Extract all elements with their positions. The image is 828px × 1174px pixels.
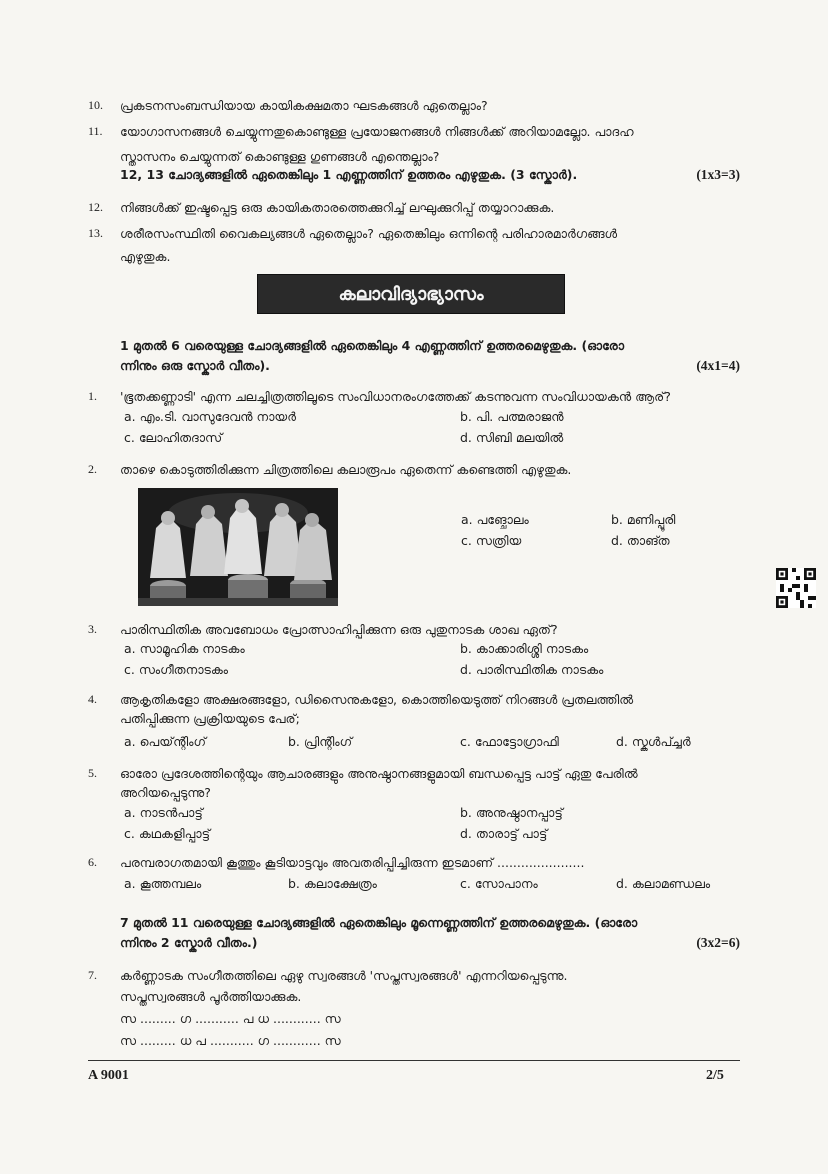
dance-photo [138, 488, 338, 606]
option-a: a. പങ്ചോലം [461, 512, 529, 527]
footer-divider [88, 1060, 740, 1061]
question-number: 11. [88, 124, 103, 138]
option-a: a. എം.ടി. വാസുദേവൻ നായർ [124, 409, 296, 424]
question-number: 10. [88, 98, 103, 112]
section-banner: കലാവിദ്യാഭ്യാസം [257, 274, 565, 314]
marks-label: (3x2=6) [696, 935, 740, 950]
option-a: a. പെയ്ന്റിംഗ് [124, 734, 206, 749]
instruction-line-1: 7 മുതൽ 11 വരെയുള്ള ചോദ്യങ്ങളിൽ ഏതെങ്കിലും മൂന്നെണ്ണത്തിന് ഉത്തരമെഴുതുക. (ഓരോ [120, 915, 638, 930]
question-text-line-2: സ്താസനം ചെയ്യുന്നത് കൊണ്ടുള്ള ഗുണങ്ങൾ എന്തെല്ലാം? [120, 149, 440, 164]
option-c: c. കഥകളിപ്പാട്ട് [124, 826, 211, 841]
question-number: 6. [88, 855, 97, 869]
question-text-line-1: ശരീരസംസ്ഥിതി വൈകല്യങ്ങൾ ഏതെല്ലാം? ഏതെങ്കിലും ഒന്നിന്റെ പരിഹാരമാർഗങ്ങൾ [120, 226, 618, 241]
option-b: b. പ്രിന്റിംഗ് [288, 734, 353, 749]
instruction-q1-6 [120, 336, 740, 376]
performers-image [138, 488, 338, 606]
instruction-q7-11 [120, 913, 740, 953]
option-a: a. സാമൂഹിക നാടകം [124, 641, 245, 656]
question-number: 5. [88, 766, 97, 780]
option-a: a. കൂത്തമ്പലം [124, 876, 202, 891]
question-1 [88, 387, 748, 406]
qr-code-icon [776, 568, 816, 608]
question-text-line-1: ഓരോ പ്രദേശത്തിന്റെയും ആചാരങ്ങളും അനുഷ്ഠാനങ്ങളുമായി ബന്ധപ്പെട്ട പാട്ട് ഏതു പേരിൽ [120, 766, 638, 781]
question-text: പ്രകടനസംബന്ധിയായ കായികക്ഷമതാ ഘടകങ്ങൾ ഏതെല്ലാം? [120, 98, 488, 113]
question-text-line-2: അറിയപ്പെടുന്നു? [120, 785, 211, 800]
option-b: b. മണിപ്പൂരി [611, 512, 676, 527]
question-number: 2. [88, 462, 97, 476]
question-5 [88, 764, 748, 802]
question-3 [88, 620, 748, 639]
option-c: c. സോപാനം [460, 876, 538, 891]
instruction-q12-13 [120, 165, 740, 185]
paper-code: A 9001 [88, 1068, 129, 1083]
question-2 [88, 460, 748, 479]
question-6 [88, 853, 748, 872]
instruction-line-1: 1 മുതൽ 6 വരെയുള്ള ചോദ്യങ്ങളിൽ ഏതെങ്കിലും 4 എണ്ണത്തിന് ഉത്തരമെഴുതുക. (ഓരോ [120, 338, 625, 353]
option-d: d. താങ്ത [611, 533, 670, 548]
option-b: b. കലാക്ഷേത്രം [288, 876, 377, 891]
question-number: 3. [88, 622, 97, 636]
swara-row-2: സ ......... ധ പ ........... ഗ ............ സ [120, 1033, 341, 1048]
option-b: b. കാക്കാരിശ്ശി നാടകം [460, 641, 589, 656]
option-d: d. കലാമണ്ഡലം [616, 876, 711, 891]
question-text-line-2: സപ്തസ്വരങ്ങൾ പൂർത്തിയാക്കുക. [120, 989, 302, 1004]
marks-label: (4x1=4) [696, 358, 740, 373]
question-text-line-2: എഴുതുക. [120, 249, 171, 264]
option-b: b. പി. പത്മരാജൻ [460, 409, 564, 424]
question-number: 13. [88, 226, 103, 240]
question-12 [88, 198, 748, 217]
question-text: നിങ്ങൾക്ക് ഇഷ്ടപ്പെട്ട ഒരു കായികതാരത്തെക്കുറിച്ച് ലഘുക്കുറിപ്പ് തയ്യാറാക്കുക. [120, 200, 555, 215]
question-text-line-1: കർണ്ണാടക സംഗീതത്തിലെ ഏഴു സ്വരങ്ങൾ 'സപ്തസ്വരങ്ങൾ' എന്നറിയപ്പെടുന്നു. [120, 968, 568, 983]
instruction-line-2: ന്നിനും ഒരു സ്കോർ വീതം). [120, 358, 270, 373]
question-text: താഴെ കൊടുത്തിരിക്കുന്ന ചിത്രത്തിലെ കലാരൂപം ഏതെന്ന് കണ്ടെത്തി എഴുതുക. [120, 462, 572, 477]
instruction-line-2: ന്നിനും 2 സ്കോർ വീതം.) [120, 935, 258, 950]
marks-label: (1x3=3) [696, 167, 740, 182]
option-c: c. ലോഹിതദാസ് [124, 430, 223, 445]
option-d: d. താരാട്ട് പാട്ട് [460, 826, 548, 841]
option-c: c. ഫോട്ടോഗ്രാഫി [460, 734, 559, 749]
question-7 [88, 966, 748, 1050]
question-text: പാരിസ്ഥിതിക അവബോധം പ്രോത്സാഹിപ്പിക്കുന്ന ഒരു പുതുനാടക ശാഖ ഏത്? [120, 622, 558, 637]
question-10 [88, 96, 748, 115]
instruction-text: 12, 13 ചോദ്യങ്ങളിൽ ഏതെങ്കിലും 1 എണ്ണത്തിന് ഉത്തരം എഴുതുക. (3 സ്കോർ). [120, 167, 578, 182]
option-a: a. നാടൻപാട്ട് [124, 805, 203, 820]
option-d: d. പാരിസ്ഥിതിക നാടകം [460, 662, 604, 677]
question-number: 12. [88, 200, 103, 214]
question-13 [88, 224, 748, 266]
question-text-line-2: പതിപ്പിക്കുന്ന പ്രക്രിയയുടെ പേര്; [120, 711, 300, 726]
question-11 [88, 122, 748, 166]
question-number: 7. [88, 968, 97, 982]
swara-row-1: സ ......... ഗ ........... പ ധ ............ സ [120, 1011, 341, 1026]
question-4 [88, 690, 748, 728]
question-text: 'ഭൂതക്കണ്ണാടി' എന്ന ചലച്ചിത്രത്തിലൂടെ സംവിധാനരംഗത്തേക്ക് കടന്നുവന്ന സംവിധായകൻ ആര്? [120, 389, 671, 404]
option-b: b. അനുഷ്ഠാനപ്പാട്ട് [460, 805, 563, 820]
question-text-line-1: യോഗാസനങ്ങൾ ചെയ്യുന്നതുകൊണ്ടുള്ള പ്രയോജനങ്ങൾ നിങ്ങൾക്ക് അറിയാമല്ലോ. പാദഹ [120, 124, 634, 139]
option-d: d. സിബി മലയിൽ [460, 430, 564, 445]
question-text: പരമ്പരാഗതമായി കൂത്തും കൂടിയാട്ടവും അവതരിപ്പിച്ചിരുന്ന ഇടമാണ് ...................... [120, 855, 585, 870]
question-number: 4. [88, 692, 97, 706]
question-number: 1. [88, 389, 97, 403]
option-d: d. സ്കൾപ്ച്ചർ [616, 734, 691, 749]
question-text-line-1: ആകൃതികളോ അക്ഷരങ്ങളോ, ഡിസൈനുകളോ, കൊത്തിയെടുത്ത് നിറങ്ങൾ പ്രതലത്തിൽ [120, 692, 634, 707]
page-number: 2/5 [706, 1068, 724, 1083]
option-c: c. സത്രിയ [461, 533, 522, 548]
option-c: c. സംഗീതനാടകം [124, 662, 229, 677]
